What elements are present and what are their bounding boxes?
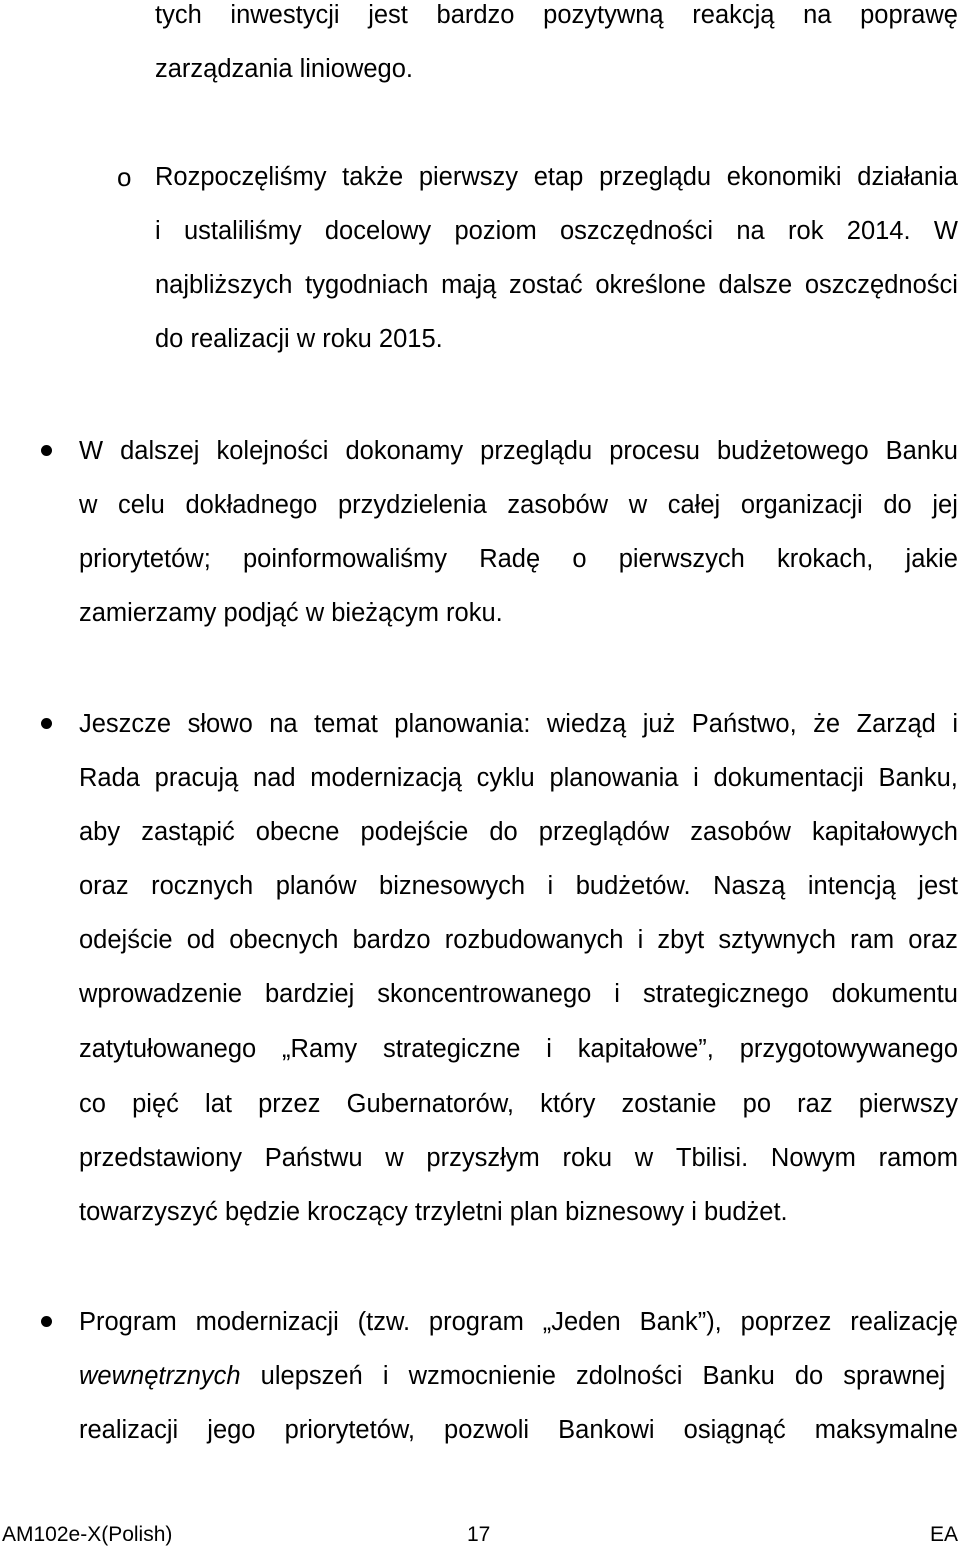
word: rocznych	[151, 872, 254, 900]
word: pierwszy	[418, 163, 519, 191]
word: także	[342, 163, 404, 191]
circle-bullet-icon: o	[117, 162, 132, 192]
footer-document-code: AM102e-X(Polish)	[2, 1523, 173, 1546]
word: pozwoli	[444, 1416, 530, 1444]
word: przeglądu	[599, 163, 712, 191]
word: dokonamy	[345, 437, 464, 465]
bullet-dot-icon	[41, 1316, 52, 1327]
word: „Jeden	[542, 1308, 621, 1336]
word: rozbudowanych	[444, 926, 624, 954]
footer-page-number: 17	[467, 1523, 491, 1546]
word: Tbilisi.	[675, 1144, 749, 1172]
word: o	[572, 545, 587, 573]
word: temat	[314, 710, 378, 738]
word: zostanie	[621, 1090, 717, 1118]
word: kolejności	[216, 437, 329, 465]
text-line	[79, 709, 958, 739]
word: zastąpić	[141, 818, 235, 846]
word: pięć	[132, 1090, 179, 1118]
bullet-dot-icon	[41, 718, 52, 729]
word: oraz	[908, 926, 958, 954]
word: i	[693, 764, 699, 792]
word: poprawę	[860, 1, 958, 29]
word: realizacji	[79, 1416, 179, 1444]
word: Banku,	[878, 764, 958, 792]
word: przez	[258, 1090, 321, 1118]
word: kapitałowe”,	[577, 1035, 714, 1063]
word: program	[428, 1308, 524, 1336]
word: w	[628, 491, 648, 519]
word: tych	[155, 1, 202, 29]
word: kapitałowych	[811, 818, 958, 846]
word: 2014.	[846, 217, 911, 245]
word: etap	[533, 163, 584, 191]
word: rok	[788, 217, 824, 245]
text-line	[79, 1143, 958, 1173]
word: pierwszych	[618, 545, 745, 573]
word: ramom	[878, 1144, 958, 1172]
word: intencją	[807, 872, 896, 900]
word: docelowy	[324, 217, 432, 245]
word: zasobów	[507, 491, 609, 519]
word: odejście	[79, 926, 173, 954]
text-line	[79, 1415, 958, 1445]
word: i	[637, 926, 644, 954]
word: co	[79, 1090, 106, 1118]
text-line	[79, 979, 958, 1009]
word: całej	[667, 491, 721, 519]
word: priorytetów,	[284, 1416, 415, 1444]
word: maksymalne	[814, 1416, 958, 1444]
word: Banku	[885, 437, 958, 465]
word: wprowadzenie	[79, 980, 243, 1008]
word: ram	[850, 926, 895, 954]
word: ustaliliśmy	[183, 217, 302, 245]
word: przeglądów	[538, 818, 670, 846]
word: celu	[118, 491, 165, 519]
word: dokumentu	[831, 980, 958, 1008]
text-line: zarządzania liniowego.	[155, 55, 413, 83]
text-span: ulepszeń i wzmocnienie zdolności Banku do sprawnej	[240, 1362, 946, 1390]
italic-emphasis: wewnętrznych	[79, 1362, 241, 1390]
word: pozytywną	[543, 1, 664, 29]
word: sztywnych	[718, 926, 836, 954]
word: oszczędności	[804, 271, 958, 299]
word: jej	[932, 491, 958, 519]
word: jakie	[905, 545, 958, 573]
word: oszczędności	[559, 217, 714, 245]
word: planowania:	[394, 710, 531, 738]
word: na	[736, 217, 765, 245]
word: od	[186, 926, 216, 954]
word: bardzo	[436, 1, 515, 29]
word: jest	[918, 872, 958, 900]
word: „Ramy	[282, 1035, 358, 1063]
word: przygotowywanego	[739, 1035, 958, 1063]
text-line	[79, 817, 958, 847]
word: w	[385, 1144, 404, 1172]
word: skoncentrowanego	[377, 980, 592, 1008]
word: obecnych	[229, 926, 339, 954]
word: tygodniach	[305, 271, 429, 299]
word: planowania	[549, 764, 679, 792]
word: dokładnego	[185, 491, 318, 519]
word: działania	[857, 163, 958, 191]
text-line	[79, 763, 958, 793]
word: raz	[797, 1090, 833, 1118]
word: strategicznego	[642, 980, 809, 1008]
word: i	[546, 1035, 552, 1063]
footer-right-code: EA	[929, 1523, 958, 1546]
word: Państwo,	[691, 710, 797, 738]
word: już	[642, 710, 676, 738]
word: do	[883, 491, 912, 519]
word: procesu	[609, 437, 700, 465]
word: poprzez	[740, 1308, 832, 1336]
word: poziom	[454, 217, 537, 245]
word: zbyt	[657, 926, 705, 954]
word: Jeszcze	[79, 710, 172, 738]
word: określone	[595, 271, 706, 299]
text-line	[79, 1034, 958, 1064]
word: wiedzą	[546, 710, 627, 738]
word: Zarząd	[856, 710, 936, 738]
word: na	[269, 710, 298, 738]
word: Naszą	[713, 872, 786, 900]
word: podejście	[360, 818, 469, 846]
word: Rada	[79, 764, 140, 792]
word: do	[489, 818, 518, 846]
word: budżetowego	[716, 437, 869, 465]
word: ekonomiki	[726, 163, 842, 191]
text-line	[155, 270, 958, 300]
word: jego	[207, 1416, 256, 1444]
text-line: do realizacji w roku 2015.	[155, 325, 443, 353]
word: nad	[253, 764, 296, 792]
text-line	[79, 490, 958, 520]
word: Państwu	[264, 1144, 363, 1172]
bullet-dot-icon	[41, 445, 52, 456]
text-line	[79, 436, 958, 466]
word: najbliższych	[155, 271, 293, 299]
word: roku	[562, 1144, 613, 1172]
word: przydzielenia	[337, 491, 487, 519]
word: obecne	[255, 818, 340, 846]
word: bardziej	[264, 980, 355, 1008]
word: realizację	[850, 1308, 958, 1336]
word: jest	[368, 1, 408, 29]
word: że	[813, 710, 841, 738]
word: lat	[205, 1090, 232, 1118]
word: Program	[79, 1308, 177, 1336]
word: na	[803, 1, 832, 29]
word: Nowym	[770, 1144, 856, 1172]
text-line	[79, 544, 958, 574]
word: zostać	[508, 271, 583, 299]
word: mają	[441, 271, 497, 299]
word: w	[79, 491, 98, 519]
text-line	[79, 1307, 958, 1337]
word: dalsze	[718, 271, 793, 299]
word: osiągnąć	[683, 1416, 786, 1444]
word: przeglądu	[480, 437, 593, 465]
word: Rozpoczęliśmy	[155, 163, 327, 191]
word: organizacji	[740, 491, 863, 519]
text-line	[155, 162, 958, 192]
word: poinformowaliśmy	[242, 545, 448, 573]
text-line	[155, 216, 958, 246]
word: i	[547, 872, 554, 900]
text-line	[79, 1089, 958, 1119]
text-line: zamierzamy podjąć w bieżącym roku.	[79, 599, 503, 627]
word: pierwszy	[858, 1090, 958, 1118]
word: modernizacji	[195, 1308, 339, 1336]
word: planów	[275, 872, 357, 900]
word: inwestycji	[230, 1, 340, 29]
word: budżetów.	[575, 872, 691, 900]
word: bardzo	[352, 926, 431, 954]
word: Radę	[479, 545, 541, 573]
word: Bankowi	[558, 1416, 655, 1444]
word: Bank”),	[639, 1308, 722, 1336]
word: pracują	[154, 764, 239, 792]
word: krokach,	[777, 545, 874, 573]
word: po	[742, 1090, 772, 1118]
text-line	[79, 871, 958, 901]
text-line	[79, 925, 958, 955]
word: przyszłym	[426, 1144, 540, 1172]
word: dokumentacji	[713, 764, 864, 792]
word: oraz	[79, 872, 129, 900]
text-line: towarzyszyć będzie kroczący trzyletni plan biznesowy i budżet.	[79, 1198, 788, 1226]
word: zatytułowanego	[79, 1035, 257, 1063]
word: aby	[79, 818, 121, 846]
word: dalszej	[120, 437, 200, 465]
word: modernizacją	[310, 764, 462, 792]
word: biznesowych	[379, 872, 526, 900]
word: zasobów	[690, 818, 791, 846]
word: (tzw.	[357, 1308, 411, 1336]
word: i	[952, 710, 958, 738]
word: słowo	[187, 710, 253, 738]
text-line	[155, 0, 958, 30]
word: i	[614, 980, 620, 1008]
word: priorytetów;	[79, 545, 211, 573]
word: Gubernatorów,	[346, 1090, 514, 1118]
word: W	[933, 217, 958, 245]
word: w	[634, 1144, 654, 1172]
word: i	[155, 217, 161, 245]
text-line	[79, 1361, 958, 1391]
word: strategiczne	[382, 1035, 521, 1063]
word: cyklu	[476, 764, 535, 792]
word: który	[540, 1090, 596, 1118]
word: przedstawiony	[79, 1144, 242, 1172]
word: W	[79, 437, 104, 465]
word: reakcją	[692, 1, 775, 29]
